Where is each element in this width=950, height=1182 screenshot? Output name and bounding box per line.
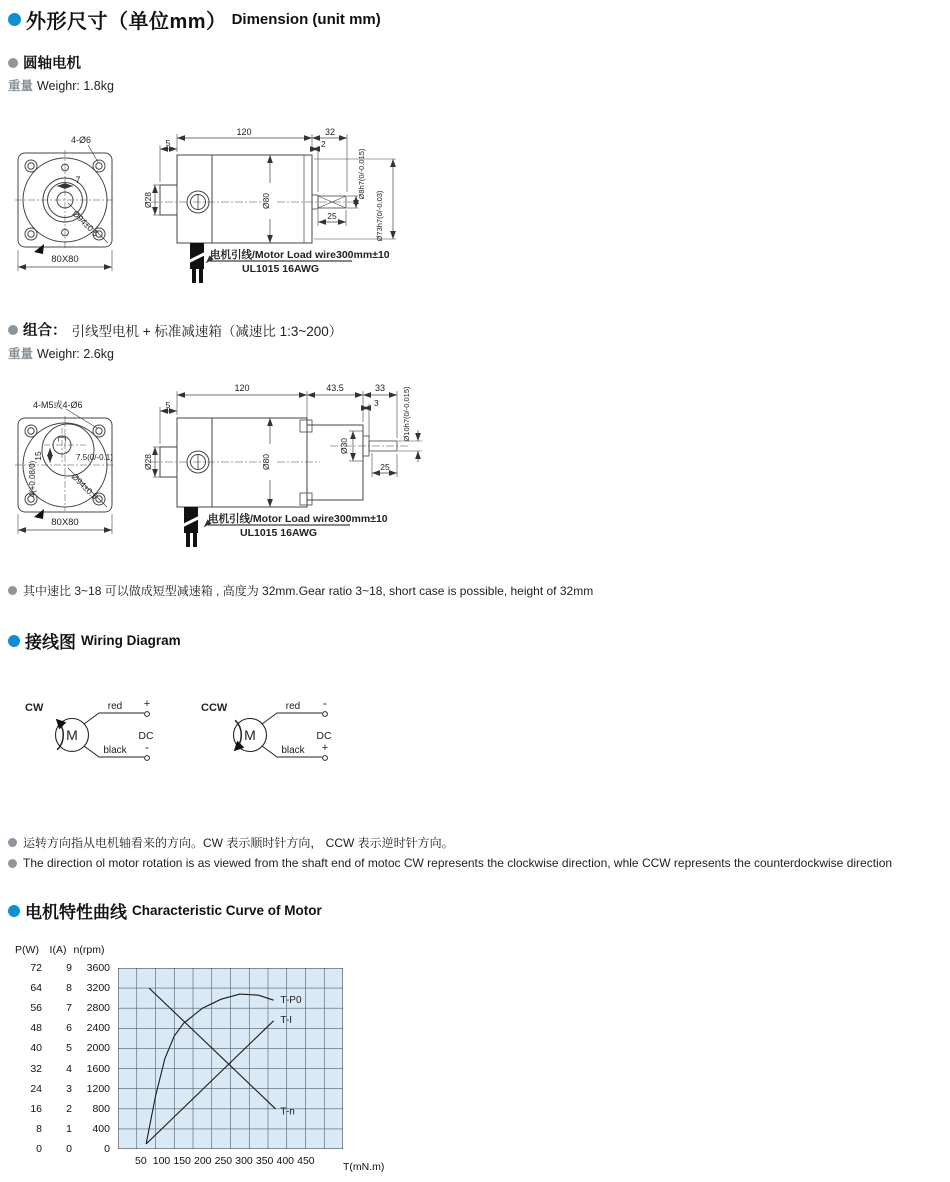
y-axis-tick: 400 bbox=[92, 1122, 110, 1135]
front-view-geometry bbox=[15, 145, 115, 271]
y-axis-tick: 1600 bbox=[86, 1062, 110, 1075]
dim-key-depth: 4(+0.08/0) bbox=[28, 460, 37, 498]
y-axis-tick: 40 bbox=[30, 1042, 42, 1055]
dim-shaft-step: 3 bbox=[374, 398, 379, 408]
wiring-title-en: Wiring Diagram bbox=[81, 633, 181, 648]
wire-spec-label: UL1015 16AWG bbox=[242, 263, 320, 275]
dim-output-boss-dia: Ø30 bbox=[339, 437, 349, 455]
y-axis-tick: 3600 bbox=[86, 962, 110, 974]
dim-body-length: 120 bbox=[234, 383, 250, 393]
ccw-motor-label: M bbox=[244, 727, 256, 743]
wiring-title-zh: 接线图 bbox=[25, 633, 76, 652]
y-axis-title: I(A) bbox=[49, 944, 67, 956]
weight-label: 重量 bbox=[8, 347, 34, 361]
dim-frame-size: 80X80 bbox=[51, 517, 79, 528]
y-axis-tick: 800 bbox=[92, 1102, 110, 1115]
cw-dc-label: DC bbox=[138, 730, 154, 742]
curve-title-zh: 电机特性曲线 bbox=[25, 903, 127, 922]
y-axis-tick: 5 bbox=[66, 1042, 72, 1055]
rotation-note-en bbox=[8, 856, 892, 870]
y-axis-tick: 3 bbox=[66, 1082, 72, 1095]
dim-shaft-dia-tol: Ø10h7(0/-0.015) bbox=[402, 386, 411, 442]
gray-bullet-icon bbox=[8, 859, 17, 868]
gray-bullet-icon bbox=[8, 325, 18, 335]
dim-boss-length: 5 bbox=[165, 400, 171, 410]
y-axis-tick: 1200 bbox=[86, 1082, 110, 1095]
gear-motor-header bbox=[8, 319, 342, 340]
x-axis-tick: 150 bbox=[173, 1155, 191, 1167]
y-axis-tick: 0 bbox=[36, 1143, 42, 1155]
cw-minus-terminal: - bbox=[145, 740, 149, 754]
dimension-title-en: Dimension (unit mm) bbox=[231, 11, 381, 28]
cw-red-wire-label: red bbox=[107, 701, 123, 712]
dim-bolt-circle: Ø94±0.5 bbox=[70, 208, 101, 239]
ccw-dc-label: DC bbox=[316, 730, 332, 742]
gray-bullet-icon bbox=[8, 586, 17, 595]
y-axis-tick: 0 bbox=[104, 1143, 110, 1155]
blue-bullet-icon bbox=[8, 905, 20, 917]
cw-label: CW bbox=[25, 702, 44, 714]
dim-shaft-length: 33 bbox=[374, 383, 386, 393]
y-axis-tick: 4 bbox=[66, 1062, 72, 1075]
cw-black-wire-label: black bbox=[103, 745, 127, 756]
gray-bullet-icon bbox=[8, 838, 17, 847]
y-axis-tick: 2 bbox=[66, 1102, 72, 1115]
dim-gearbox-length: 43.5 bbox=[326, 383, 344, 393]
dim-front-holes: 4-M5或4-Ø6 bbox=[33, 400, 83, 410]
y-axis-tick: 64 bbox=[30, 982, 42, 995]
dimension-title-zh: 外形尺寸（单位mm） bbox=[26, 11, 227, 33]
y-axis-tick: 56 bbox=[30, 1002, 42, 1015]
ccw-red-wire-label: red bbox=[285, 701, 301, 712]
y-axis-tick: 16 bbox=[30, 1102, 42, 1115]
x-axis-tick: 300 bbox=[235, 1155, 253, 1167]
x-axis-tick: 100 bbox=[152, 1155, 171, 1167]
y-axis-tick: 3200 bbox=[86, 982, 110, 995]
blue-bullet-icon bbox=[8, 635, 20, 647]
chart-plot-area bbox=[118, 968, 343, 1149]
dim-boss-length: 5 bbox=[165, 138, 171, 148]
dim-key-width: 7.5(0/-0.1) bbox=[76, 453, 113, 462]
dim-shaft-step: 2 bbox=[321, 139, 326, 149]
cable-exit-mark bbox=[34, 244, 44, 254]
ccw-rotation-arrow-icon bbox=[235, 720, 241, 750]
dim-key-offset: 15 bbox=[33, 451, 43, 461]
series-label: T-I bbox=[280, 1014, 293, 1026]
cw-plus-terminal: + bbox=[143, 698, 151, 710]
dim-front-holes: 4-Ø6 bbox=[71, 135, 92, 145]
y-axis-tick: 6 bbox=[66, 1022, 72, 1035]
dim-body-dia: Ø80 bbox=[261, 453, 271, 471]
characteristic-curve-chart bbox=[12, 942, 452, 1182]
dim-body-dia: Ø80 bbox=[261, 192, 271, 210]
wire-note-label: 电机引线/Motor Load wire300mm±10 bbox=[210, 249, 390, 261]
ccw-black-wire-label: black bbox=[281, 745, 305, 756]
gear-ratio-note bbox=[8, 582, 593, 599]
curve-section-header bbox=[8, 898, 322, 923]
ccw-label: CCW bbox=[201, 702, 228, 714]
y-axis-title: n(rpm) bbox=[73, 944, 105, 956]
dimension-section-header bbox=[8, 5, 381, 34]
y-axis-tick: 1 bbox=[66, 1122, 72, 1135]
round-motor-header bbox=[8, 52, 81, 73]
round-motor-weight bbox=[8, 76, 114, 94]
dim-body-length: 120 bbox=[236, 127, 252, 137]
x-axis-tick: 200 bbox=[193, 1155, 212, 1167]
y-axis-tick: 48 bbox=[30, 1022, 42, 1035]
dim-spigot-dia-tol: Ø73h7(0/-0.03) bbox=[375, 190, 384, 242]
ccw-minus-terminal: - bbox=[323, 696, 327, 710]
y-axis-tick: 7 bbox=[66, 1002, 72, 1015]
wiring-diagram bbox=[15, 695, 355, 775]
x-axis-tick: 350 bbox=[255, 1155, 274, 1167]
series-label: T-n bbox=[280, 1106, 295, 1118]
gear-motor-heading-rest: 引线型电机 + 标准减速箱（减速比 1:3~200） bbox=[71, 323, 343, 339]
wire-note-label: 电机引线/Motor Load wire300mm±10 bbox=[208, 513, 388, 525]
y-axis-tick: 32 bbox=[30, 1062, 42, 1075]
y-axis-title: P(W) bbox=[15, 944, 39, 956]
y-axis-tick: 9 bbox=[66, 962, 72, 974]
rotation-note-zh-text: 运转方向指从电机轴看来的方向。CW 表示顺时针方向， CCW 表示逆时针方向。 bbox=[23, 836, 454, 850]
round-motor-heading: 圆轴电机 bbox=[23, 56, 81, 72]
gear-motor-heading-prefix: 组合： bbox=[23, 323, 67, 339]
gear-motor-weight bbox=[8, 344, 114, 362]
y-axis-tick: 0 bbox=[66, 1143, 72, 1155]
dim-shaft-flat: 7 bbox=[75, 175, 81, 185]
ccw-plus-terminal: + bbox=[321, 742, 329, 754]
gear-ratio-note-text: 其中速比 3~18 可以做成短型减速箱 , 高度为 32mm.Gear ratio 3~18, short case is possible, height of 32mm bbox=[23, 584, 594, 598]
curve-title-en: Characteristic Curve of Motor bbox=[132, 903, 322, 918]
dim-shaft-flat-length: 25 bbox=[327, 211, 337, 221]
x-axis-tick: 250 bbox=[214, 1155, 233, 1167]
dim-boss-dia: Ø28 bbox=[143, 191, 153, 209]
dim-boss-dia: Ø28 bbox=[143, 453, 153, 471]
gear-motor-dimension-drawing bbox=[8, 378, 478, 553]
x-axis-tick: 50 bbox=[135, 1155, 147, 1167]
rotation-note-zh bbox=[8, 834, 454, 851]
round-motor-dimension-drawing bbox=[8, 122, 468, 294]
y-axis-tick: 2800 bbox=[86, 1002, 110, 1015]
y-axis-tick: 2000 bbox=[86, 1042, 110, 1055]
y-axis-tick: 24 bbox=[30, 1082, 42, 1095]
dim-shaft-flat-length: 25 bbox=[380, 462, 390, 472]
rotation-note-en-text: The direction ol motor rotation is as viewed from the shaft end of motoc CW represents the clockwise direction, whle CCW represents the counterdockwise direction bbox=[23, 856, 893, 870]
gray-bullet-icon bbox=[8, 58, 18, 68]
chart-x-axis-title: T(mN.m) bbox=[343, 1161, 385, 1173]
y-axis-tick: 72 bbox=[30, 962, 42, 974]
dim-shaft-dia-tol: Ø8h7(0/-0.015) bbox=[357, 148, 366, 200]
y-axis-tick: 8 bbox=[36, 1122, 42, 1135]
y-axis-tick: 8 bbox=[66, 982, 72, 995]
series-label: T-P0 bbox=[280, 995, 302, 1007]
cable-exit-mark bbox=[34, 509, 44, 519]
dim-shaft-length: 32 bbox=[324, 127, 336, 137]
dim-bolt-circle: Ø94±0.5 bbox=[69, 471, 100, 502]
x-axis-tick: 400 bbox=[276, 1155, 295, 1167]
dim-frame-size: 80X80 bbox=[51, 254, 79, 265]
weight-value: Weighr: 1.8kg bbox=[37, 79, 114, 93]
cw-rotation-arrow-icon bbox=[57, 720, 63, 750]
blue-bullet-icon bbox=[8, 13, 21, 26]
cw-motor-label: M bbox=[66, 727, 78, 743]
y-axis-tick: 2400 bbox=[86, 1022, 110, 1035]
weight-label: 重量 bbox=[8, 79, 34, 93]
x-axis-tick: 450 bbox=[297, 1155, 315, 1167]
weight-value: Weighr: 2.6kg bbox=[37, 347, 114, 361]
wire-spec-label: UL1015 16AWG bbox=[240, 527, 318, 539]
wiring-section-header bbox=[8, 628, 181, 653]
